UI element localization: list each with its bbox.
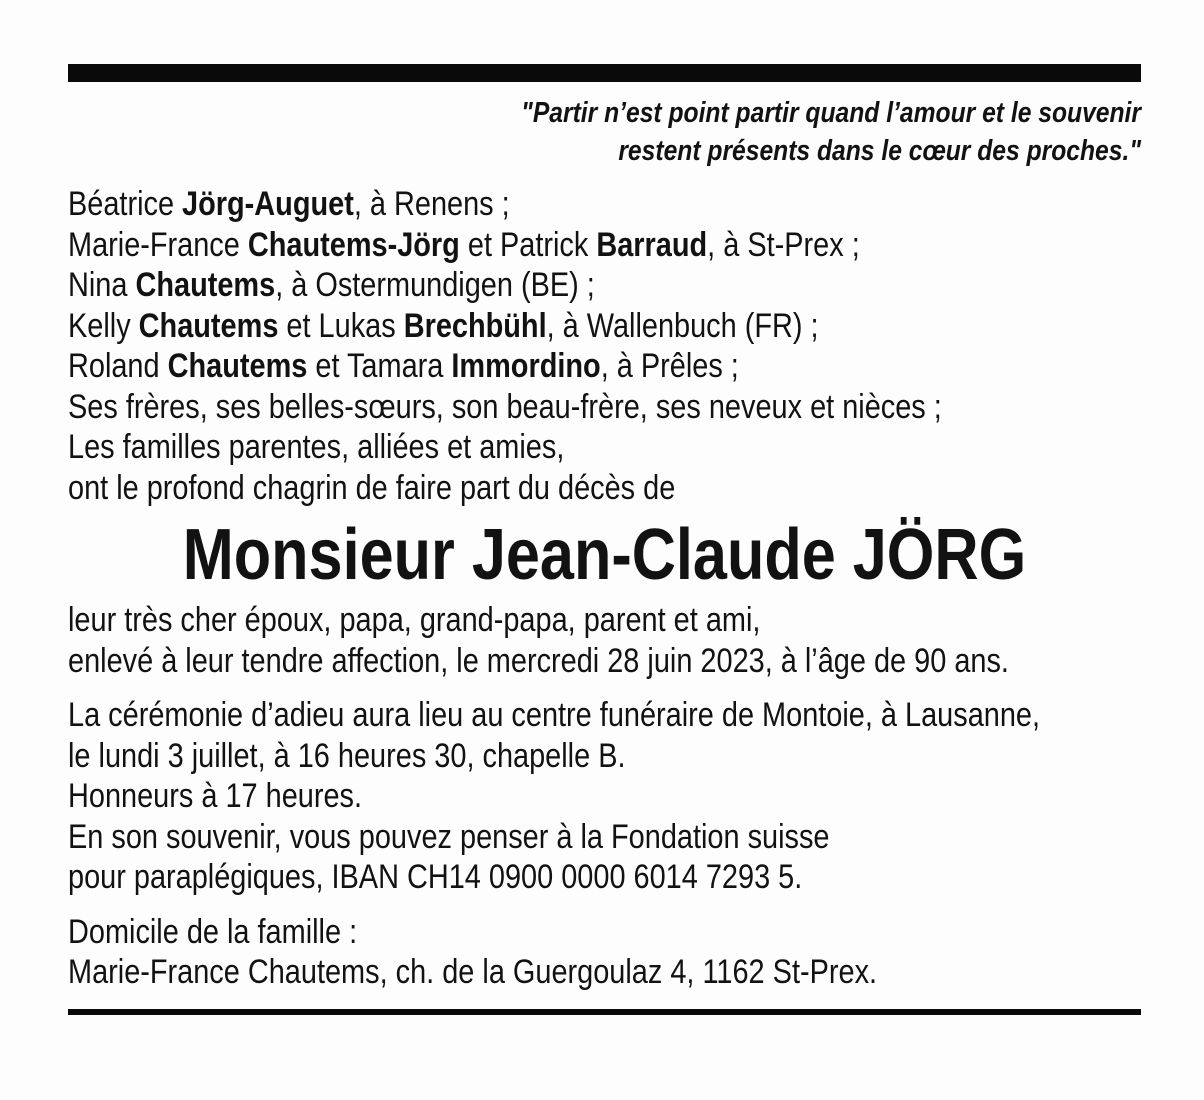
deceased-name-title: Monsieur Jean-Claude JÖRG	[182, 515, 1027, 595]
text-line: Marie-France Chautems, ch. de la Guergoulaz 4, 1162 St-Prex.	[68, 953, 878, 991]
text-line	[68, 225, 980, 266]
ceremony-paragraph	[68, 695, 1041, 898]
text-segment: , à Ostermundigen (BE) ;	[275, 266, 595, 304]
text-segment: Béatrice	[68, 185, 183, 223]
text-segment: et Patrick	[459, 225, 597, 264]
text-line	[68, 468, 980, 509]
family-surname: Brechbühl	[403, 306, 547, 345]
text-segment: Marie-France	[68, 225, 248, 264]
text-segment: et Lukas	[278, 306, 404, 345]
bottom-rule	[68, 1009, 1141, 1015]
family-surname: Jörg-Auguet	[182, 185, 354, 223]
text-segment: Nina	[68, 266, 136, 304]
text-line: leur très cher époux, papa, grand-papa, parent et ami,	[68, 601, 761, 639]
family-surname: Immordino	[451, 347, 601, 385]
text-line: le lundi 3 juillet, à 16 heures 30, chapelle B.	[68, 736, 626, 775]
text-segment: et Tamara	[307, 347, 452, 385]
text-line	[68, 346, 980, 387]
death-notice	[68, 0, 1141, 1015]
tribute-paragraph	[68, 600, 1009, 681]
family-surname: Barraud	[596, 225, 708, 264]
text-line: Honneurs à 17 heures.	[68, 777, 363, 815]
text-line	[68, 306, 980, 347]
text-segment: , à Prêles ;	[600, 347, 739, 385]
text-segment: , à Wallenbuch (FR) ;	[546, 306, 819, 345]
quote-line: restent présents dans le cœur des proches."	[618, 135, 1141, 167]
text-line: La cérémonie d’adieu aura lieu au centre funéraire de Montoie, à Lausanne,	[68, 696, 1041, 734]
text-line: En son souvenir, vous pouvez penser à la Fondation suisse	[68, 817, 830, 856]
family-surname: Chautems	[135, 266, 276, 304]
family-surname: Chautems	[167, 347, 308, 385]
text-line	[68, 265, 980, 306]
text-line: Domicile de la famille :	[68, 912, 358, 951]
text-segment: Ses frères, ses belles-sœurs, son beau-frère, ses neveux et nièces ;	[68, 387, 942, 426]
family-surname: Chautems-Jörg	[247, 225, 460, 264]
text-line	[68, 387, 980, 428]
domicile-paragraph	[68, 912, 980, 993]
text-segment: , à St-Prex ;	[707, 225, 860, 264]
text-line	[68, 184, 980, 225]
epigraph-quote	[229, 94, 1141, 170]
text-line: pour paraplégiques, IBAN CH14 0900 0000 6014 7293 5.	[68, 858, 803, 896]
text-line	[68, 427, 980, 468]
top-rule	[68, 64, 1141, 82]
text-segment: Les familles parentes, alliées et amies,	[68, 428, 565, 466]
quote-line: "Partir n’est point partir quand l’amour et le souvenir	[521, 97, 1141, 129]
text-segment: Kelly	[68, 306, 139, 345]
family-surname: Chautems	[138, 306, 279, 345]
text-segment: ont le profond chagrin de faire part du décès de	[68, 468, 676, 507]
text-line: enlevé à leur tendre affection, le mercredi 28 juin 2023, à l’âge de 90 ans.	[68, 641, 1009, 680]
family-lines	[68, 184, 980, 508]
text-segment: , à Renens ;	[353, 185, 510, 223]
text-segment: Roland	[68, 347, 168, 385]
